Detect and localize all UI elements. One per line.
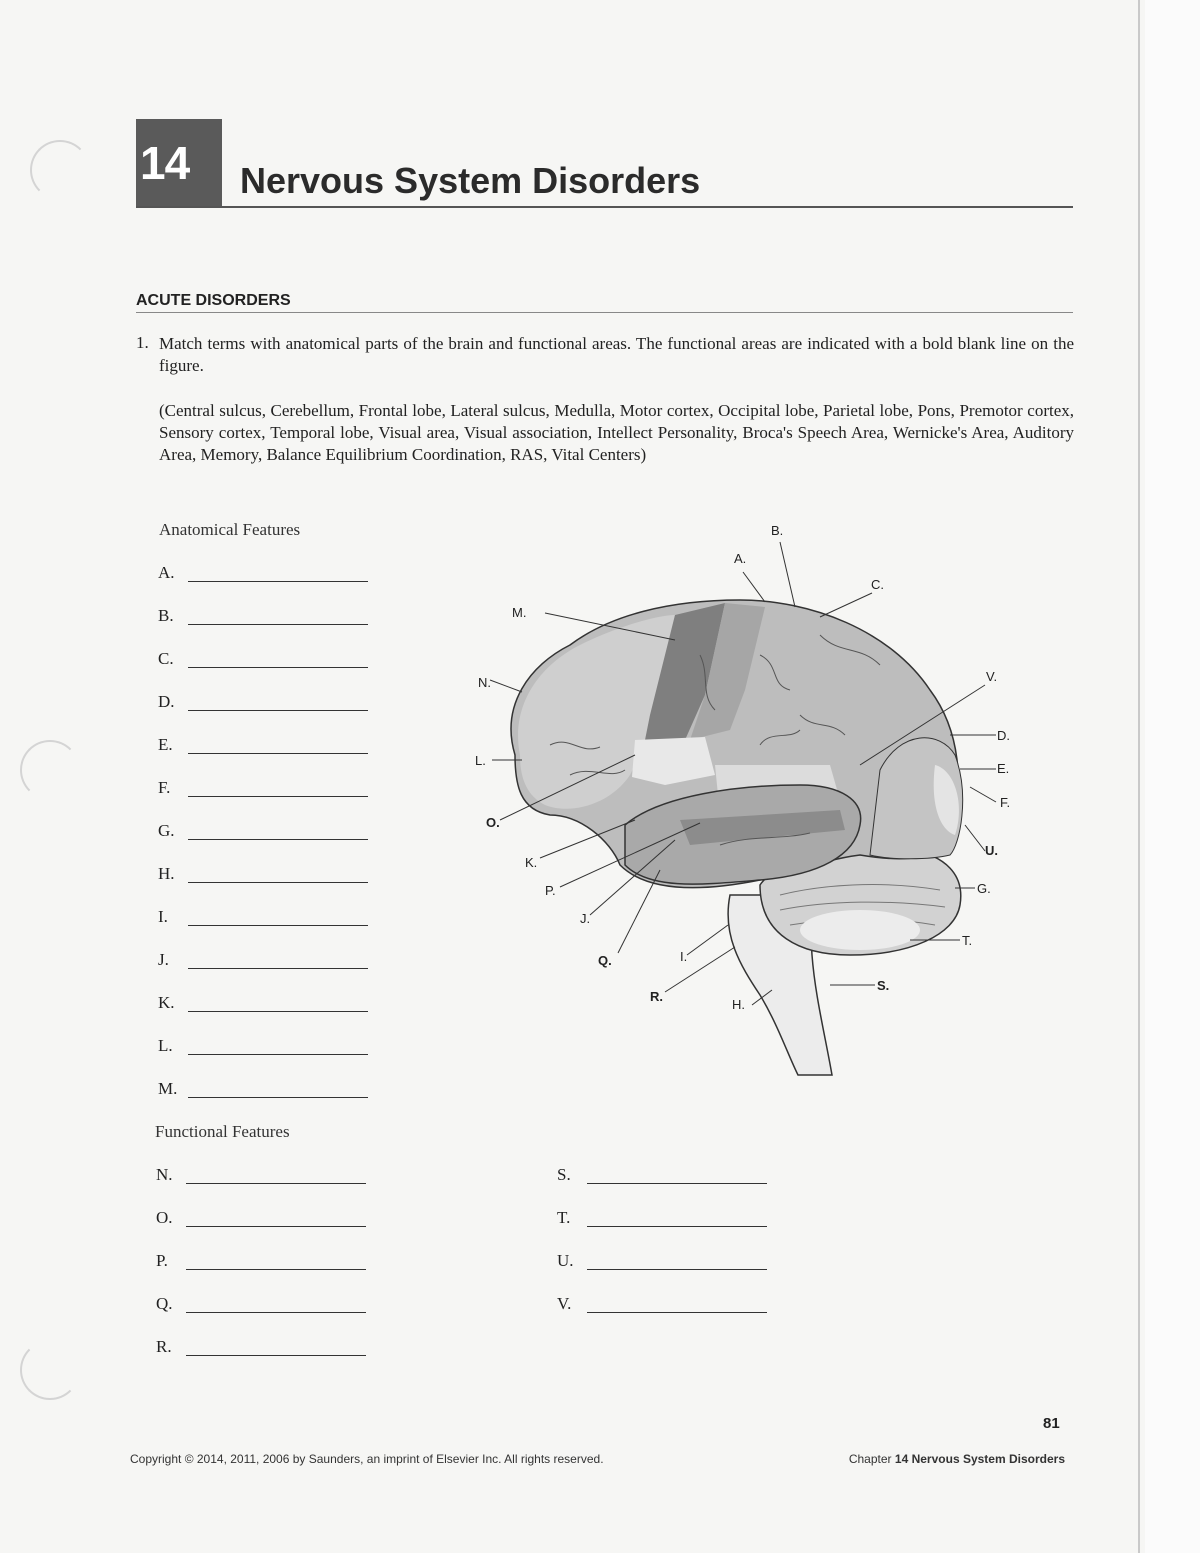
anatomical-blank-row: [158, 821, 186, 845]
anatomical-blank-row: [158, 864, 186, 888]
figure-label-r: R.: [650, 989, 663, 1004]
page-margin: [1145, 0, 1200, 1553]
anatomical-blank-answer-field[interactable]: [188, 753, 368, 754]
functional-blank-answer-field[interactable]: [587, 1183, 767, 1184]
functional-blank-row: [156, 1251, 184, 1275]
anatomical-blank-answer-field[interactable]: [188, 667, 368, 668]
functional-blank-label: N.: [156, 1165, 173, 1184]
anatomical-blank-answer-field[interactable]: [188, 624, 368, 625]
anatomical-blank-row: [158, 1036, 186, 1060]
footer-chapter-prefix: Chapter: [848, 1452, 892, 1466]
figure-label-l: L.: [475, 753, 486, 768]
anatomical-blank-row: [158, 778, 186, 802]
anatomical-blank-answer-field[interactable]: [188, 839, 368, 840]
anatomical-blank-label: L.: [158, 1036, 173, 1055]
figure-label-o: O.: [486, 815, 500, 830]
functional-blank-answer-field[interactable]: [186, 1312, 366, 1313]
functional-blank-row: [557, 1208, 585, 1232]
anatomical-blank-row: [158, 563, 186, 587]
functional-blank-answer-field[interactable]: [186, 1269, 366, 1270]
figure-label-p: P.: [545, 883, 556, 898]
anatomical-blank-row: [158, 649, 186, 673]
figure-label-v: V.: [986, 669, 998, 684]
question-terms: (Central sulcus, Cerebellum, Frontal lobe, Lateral sulcus, Medulla, Motor cortex, Occipital lobe, Parietal lobe, Pons, Premotor cortex, Sensory cortex, Temporal lobe, Visual area, Visual association, Intellect Personality, Broca's Speech Area, Wernicke's Area, Auditory Area, Memory, Balance Equilibrium Coordination, RAS, Vital Centers): [159, 401, 1074, 464]
functional-blank-row: [557, 1251, 585, 1275]
anatomical-blank-answer-field[interactable]: [188, 882, 368, 883]
anatomical-blank-label: M.: [158, 1079, 178, 1098]
footer-chapter-title: Nervous System Disorders: [911, 1452, 1065, 1466]
figure-label-a: A.: [734, 551, 747, 566]
figure-label-t: T.: [962, 933, 973, 948]
brain-figure: [460, 515, 1040, 1085]
binder-hole: [20, 740, 80, 800]
figure-label-e: E.: [997, 761, 1010, 776]
binder-hole: [20, 1340, 80, 1400]
anatomical-blank-answer-field[interactable]: [188, 1011, 368, 1012]
figure-label-k: K.: [525, 855, 538, 870]
functional-blank-answer-field[interactable]: [587, 1269, 767, 1270]
figure-label-b: B.: [771, 523, 784, 538]
title-rule: [136, 206, 1073, 208]
functional-blank-answer-field[interactable]: [186, 1355, 366, 1356]
figure-label-q: Q.: [598, 953, 612, 968]
anatomical-blank-answer-field[interactable]: [188, 581, 368, 582]
anatomical-blank-label: H.: [158, 864, 175, 883]
functional-heading: Functional Features: [155, 1122, 290, 1141]
footer-chapter-number: 14: [894, 1452, 909, 1466]
anatomical-blank-label: I.: [158, 907, 168, 926]
anatomical-blank-answer-field[interactable]: [188, 1097, 368, 1098]
functional-blank-row: [557, 1294, 585, 1318]
anatomical-blank-answer-field[interactable]: [188, 710, 368, 711]
anatomical-blank-row: [158, 735, 186, 759]
functional-blank-label: U.: [557, 1251, 574, 1270]
copyright-notice: Copyright © 2014, 2011, 2006 by Saunders, an imprint of Elsevier Inc. All rights reserved.: [130, 1452, 604, 1466]
anatomical-blank-answer-field[interactable]: [188, 1054, 368, 1055]
section-rule: [136, 312, 1073, 313]
anatomical-blank-label: E.: [158, 735, 173, 754]
functional-blank-label: V.: [557, 1294, 572, 1313]
functional-blank-label: P.: [156, 1251, 168, 1270]
page-number: 81: [1043, 1415, 1060, 1432]
figure-label-h: H.: [732, 997, 745, 1012]
functional-blank-label: T.: [557, 1208, 571, 1227]
binder-hole: [30, 140, 90, 200]
figure-label-u: U.: [985, 843, 998, 858]
footer-chapter: [849, 1452, 1065, 1466]
figure-label-d: D.: [997, 728, 1010, 743]
anatomical-blank-row: [158, 692, 186, 716]
anatomical-blank-label: J.: [158, 950, 169, 969]
chapter-number: 14: [140, 137, 190, 189]
chapter-title: Nervous System Disorders: [240, 160, 701, 201]
figure-label-n: N.: [478, 675, 491, 690]
functional-blank-row: [156, 1165, 184, 1189]
functional-blank-row: [156, 1208, 184, 1232]
question-text: Match terms with anatomical parts of the brain and functional areas. The functional areas are indicated with a bold blank line on the figure.: [159, 334, 1074, 375]
anatomical-blank-answer-field[interactable]: [188, 796, 368, 797]
anatomical-blank-row: [158, 907, 186, 931]
figure-label-f: F.: [1000, 795, 1011, 810]
anatomical-heading: Anatomical Features: [159, 520, 301, 539]
figure-label-s: S.: [877, 978, 890, 993]
figure-label-j: J.: [580, 911, 591, 926]
question-number: 1.: [136, 333, 149, 352]
anatomical-blank-label: C.: [158, 649, 174, 668]
anatomical-blank-row: [158, 950, 186, 974]
functional-blank-answer-field[interactable]: [587, 1312, 767, 1313]
functional-blank-label: O.: [156, 1208, 173, 1227]
figure-label-g: G.: [977, 881, 991, 896]
figure-label-i: I.: [680, 949, 688, 964]
functional-blank-answer-field[interactable]: [587, 1226, 767, 1227]
anatomical-blank-label: A.: [158, 563, 175, 582]
anatomical-blank-row: [158, 606, 186, 630]
anatomical-blank-label: G.: [158, 821, 175, 840]
anatomical-blank-label: B.: [158, 606, 174, 625]
anatomical-blank-label: F.: [158, 778, 171, 797]
functional-blank-answer-field[interactable]: [186, 1226, 366, 1227]
functional-blank-row: [557, 1165, 585, 1189]
functional-blank-answer-field[interactable]: [186, 1183, 366, 1184]
anatomical-blank-label: D.: [158, 692, 175, 711]
cerebellum-highlight: [800, 910, 920, 950]
anatomical-blank-answer-field[interactable]: [188, 968, 368, 969]
anatomical-blank-label: K.: [158, 993, 175, 1012]
functional-blank-row: [156, 1337, 184, 1361]
anatomical-blank-row: [158, 1079, 186, 1103]
functional-blank-label: R.: [156, 1337, 172, 1356]
functional-blank-label: S.: [557, 1165, 571, 1184]
functional-blank-row: [156, 1294, 184, 1318]
anatomical-blank-row: [158, 993, 186, 1017]
page-edge: [1138, 0, 1140, 1553]
anatomical-blank-answer-field[interactable]: [188, 925, 368, 926]
functional-blank-label: Q.: [156, 1294, 173, 1313]
section-heading: ACUTE DISORDERS: [136, 292, 291, 309]
figure-label-c: C.: [871, 577, 884, 592]
figure-label-m: M.: [512, 605, 527, 620]
